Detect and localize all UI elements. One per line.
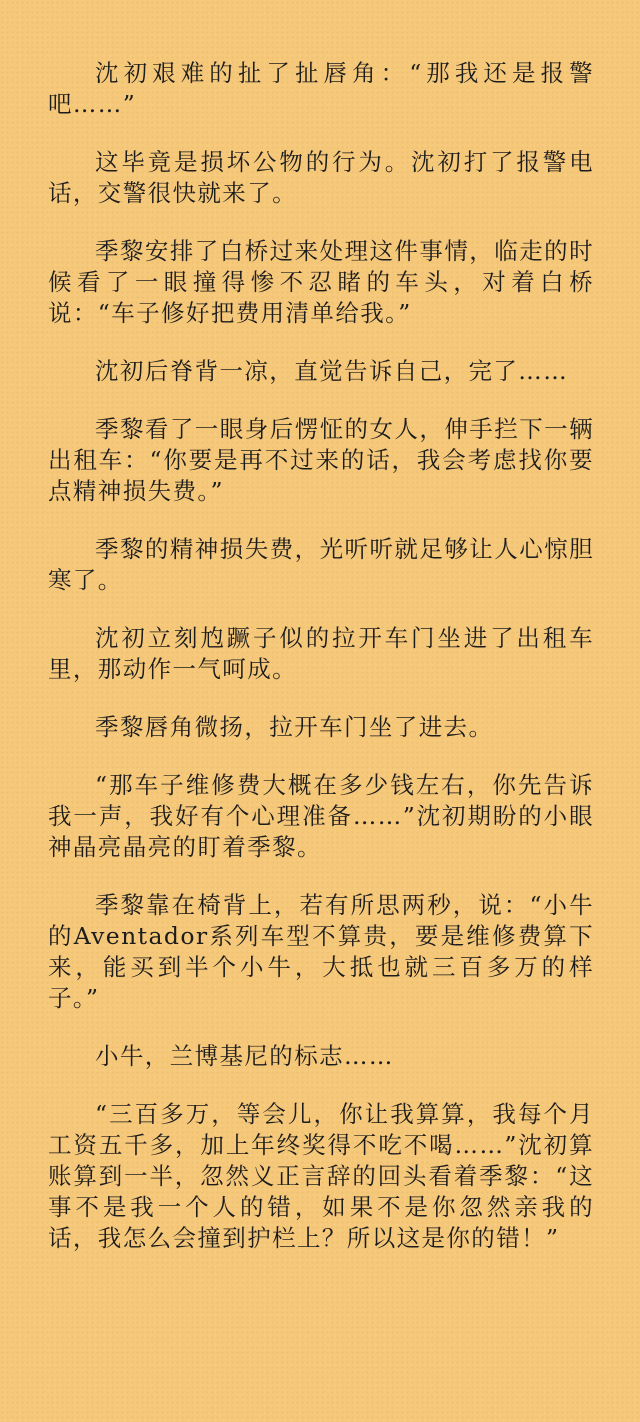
paragraph-1: 沈初艰难的扯了扯唇角：“那我还是报警吧……” [48,59,594,118]
paragraph-2: 这毕竟是损坏公物的行为。沈初打了报警电话，交警很快就来了。 [48,148,594,207]
paragraph-3: 季黎安排了白桥过来处理这件事情，临走的时候看了一眼撞得惨不忍睹的车头，对着白桥说：“车子修好把费用清单给我。” [48,237,594,327]
paragraph-8: 季黎唇角微扬，拉开车门坐了进去。 [95,713,494,741]
paragraph-11: 小牛，兰博基尼的标志…… [95,1042,394,1070]
paragraph-5: 季黎看了一眼身后愣怔的女人，伸手拦下一辆出租车：“你要是再不过来的话，我会考虑找你要点精神损失费。” [48,415,594,505]
paragraph-12: “三百多万，等会儿，你让我算算，我每个月工资五千多，加上年终奖得不吃不喝……”沈初算账算到一半，忽然义正言辞的回头看着季黎：“这事不是我一个人的错，如果不是你忽然亲我的话，我怎么会撞到护栏上？所以这是你的错！” [48,1100,594,1252]
paragraph-10: 季黎靠在椅背上，若有所思两秒，说：“小牛的Aventador系列车型不算贵，要是维修费算下来，能买到半个小牛，大抵也就三百多万的样子。” [48,891,594,1012]
paragraph-6: 季黎的精神损失费，光听听就足够让人心惊胆寒了。 [48,535,594,594]
paragraph-4: 沈初后脊背一凉，直觉告诉自己，完了…… [95,357,569,385]
paragraph-9: “那车子维修费大概在多少钱左右，你先告诉我一声，我好有个心理准备……”沈初期盼的小眼神晶亮晶亮的盯着季黎。 [48,771,594,861]
paragraph-7: 沈初立刻尥蹶子似的拉开车门坐进了出租车里，那动作一气呵成。 [48,624,594,683]
